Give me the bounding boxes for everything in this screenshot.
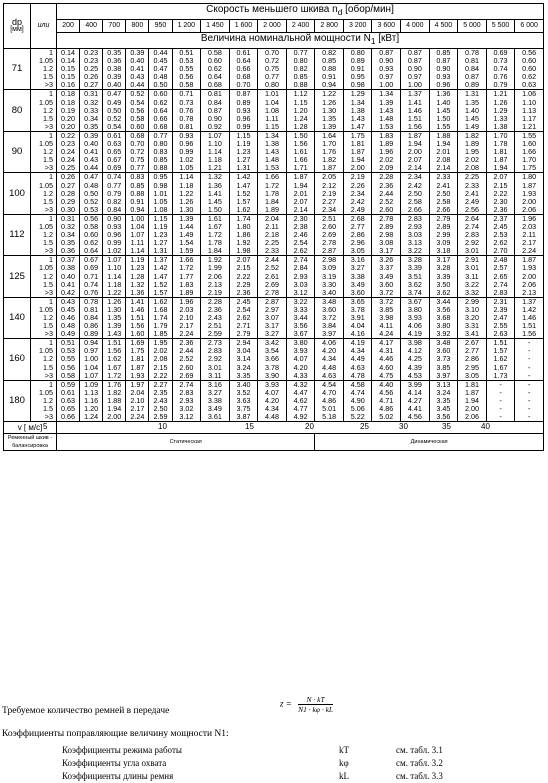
power-value-cell: 2.78 2.89 2.98 3.08 3.17 (372, 214, 401, 255)
group-row (4, 256, 544, 297)
power-value-cell: 3.22 3.33 3.44 3.56 3.67 (286, 297, 315, 338)
speed-unit: [обор/мин] (342, 4, 394, 16)
speed-header-cell: 1 200 (172, 20, 201, 33)
power-value-cell: 1.76 1.82 1.88 1.94 2.00 (103, 380, 126, 421)
power-value-cell: 0.82 0.85 0.88 0.91 0.94 (315, 49, 344, 90)
speed-row (4, 20, 544, 33)
power-value-cell: 2.19 2.26 2.34 2.42 2.49 (343, 173, 372, 214)
speed-header-cell: 2 800 (315, 20, 344, 33)
ratio-cell: 1 1.05 1.2 1.5 >3 (31, 131, 57, 172)
power-value-cell: 3.17 3.28 3.39 3.50 3.62 (429, 256, 458, 297)
speed-header-cell: 4 000 (401, 20, 430, 33)
power-value-cell: 1.34 1.39 1.43 1.48 1.53 (372, 90, 401, 131)
power-value-cell: 1.42 1.47 1.52 1.57 1.62 (229, 173, 258, 214)
speed-header-cell: 1 600 (229, 20, 258, 33)
dp-label: dp (11, 16, 22, 27)
power-value-cell: 4.58 4.74 4.90 5.06 5.22 (343, 380, 372, 421)
velocity-tick: 30 (399, 422, 408, 432)
power-value-cell: 0.37 0.38 0.40 0.41 0.42 (57, 256, 80, 297)
power-value-cell: 3.80 3.93 4.07 4.20 4.33 (286, 339, 315, 380)
pulley-diameter-cell: 90 (4, 131, 31, 172)
speed-header-cell: 700 (103, 20, 126, 33)
power-value-cell: 1.29 1.34 1.38 1.43 1.47 (343, 90, 372, 131)
power-value-cell: 3.99 4.14 4.27 4.41 4.56 (401, 380, 430, 421)
power-value-cell: 0.47 0.48 0.50 0.52 0.53 (80, 173, 103, 214)
power-value-cell: 2.37 2.45 2.53 2.62 2.70 (486, 214, 515, 255)
balancing-label: Ременный шкив - балансировка (4, 434, 57, 451)
power-value-cell: 1.26 1.30 1.35 1.39 1.43 (103, 297, 126, 338)
power-value-cell: 3.26 3.37 3.49 3.60 3.72 (372, 256, 401, 297)
power-value-cell: 0.87 0.87 0.90 0.97 1.00 (401, 49, 430, 90)
power-value-cell: 0.93 0.96 0.99 1.02 1.05 (172, 131, 201, 172)
power-value-cell: 0.22 0.23 0.24 0.24 0.25 (57, 131, 80, 172)
power-value-cell: 0.31 0.32 0.33 0.34 0.35 (80, 90, 103, 131)
power-value-cell: 3.65 3.78 3.91 4.04 4.16 (343, 297, 372, 338)
formula-denominator: N1 · kφ · kL (298, 705, 334, 714)
coef-symbol: kT (339, 745, 349, 755)
coef-row (62, 758, 542, 770)
velocity-tick: 5 (43, 422, 48, 432)
group-row (4, 49, 544, 90)
power-value-cell: 1.74 1.80 1.86 1.92 1.98 (229, 214, 258, 255)
power-value-cell: 1.64 1.70 1.76 1.82 1.87 (315, 131, 344, 172)
power-value-cell: 2.36 2.44 2.52 2.60 2.69 (172, 339, 201, 380)
power-value-cell: 4.32 4.47 4.62 4.77 4.92 (286, 380, 315, 421)
power-value-cell: 3.42 3.54 3.66 3.78 3.90 (258, 339, 287, 380)
power-value-cell: 0.51 0.53 0.55 0.56 0.58 (57, 339, 80, 380)
pulley-diameter-cell: 71 (4, 49, 31, 90)
power-value-cell: 0.78 0.81 0.84 0.86 0.89 (80, 297, 103, 338)
power-value-cell: 1.07 1.10 1.14 1.18 1.22 (103, 256, 126, 297)
power-value-cell: 1.39 1.44 1.49 1.54 1.59 (172, 214, 201, 255)
power-value-cell: 2.99 3.10 3.20 3.31 3.41 (458, 297, 487, 338)
required-belts-text: Требуемое количество ремней в передаче (2, 706, 170, 716)
coef-row (62, 771, 542, 783)
power-value-cell: 1.41 1.46 1.51 1.56 1.60 (126, 297, 149, 338)
power-value-cell: 0.90 0.93 0.96 0.99 1.02 (103, 214, 126, 255)
power-value-cell: 2.28 2.36 2.43 2.51 2.59 (201, 297, 230, 338)
power-value-cell: 1.55 1.60 1.66 1.70 1.75 (515, 131, 544, 172)
speed-header-cell: 5 500 (486, 20, 515, 33)
power-value-cell: 1.01 1.04 1.08 1.11 1.15 (258, 90, 287, 131)
power-value-cell: 1.97 2.04 2.10 2.17 2.24 (126, 380, 149, 421)
power-value-cell: 1.14 1.18 1.22 1.26 1.30 (172, 173, 201, 214)
speed-header-cell: 5 000 (458, 20, 487, 33)
speed-header-cell: 200 (57, 20, 80, 33)
power-value-cell: 0.35 0.36 0.38 0.39 0.40 (103, 49, 126, 90)
power-value-cell: 0.87 0.90 0.93 0.97 1.00 (372, 49, 401, 90)
power-value-cell: - - - - - (486, 380, 515, 421)
ratio-cell: 1 1.05 1.2 1.5 >3 (31, 214, 57, 255)
pulley-diameter-cell: 160 (4, 339, 31, 380)
bottom-section (0, 684, 548, 783)
group-row (4, 131, 544, 172)
coef-symbol: kφ (339, 758, 349, 768)
power-value-cell: 2.28 2.36 2.44 2.52 2.60 (372, 173, 401, 214)
speed-header-cell: 3 600 (372, 20, 401, 33)
dp-unit: [мм] (10, 26, 24, 33)
ratio-cell: 1 1.05 1.2 1.5 >3 (31, 339, 57, 380)
power-value-cell: 2.83 2.93 3.03 3.13 3.22 (401, 214, 430, 255)
ratio-cell: 1 1.05 1.2 1.5 >3 (31, 380, 57, 421)
power-value-cell: 1.83 1.89 1.96 2.02 2.09 (372, 131, 401, 172)
power-value-cell: - - - - - (515, 380, 544, 421)
power-value-cell: 1.50 1.56 1.61 1.66 1.71 (286, 131, 315, 172)
power-value-cell: 0.60 0.62 0.64 0.66 0.68 (149, 90, 172, 131)
power-value-cell: 1.87 1.94 2.01 2.07 2.14 (286, 173, 315, 214)
power-value-cell: 0.85 0.87 0.90 0.93 0.96 (429, 49, 458, 90)
group-row (4, 297, 544, 338)
coef-ref: см. табл. 3.2 (396, 758, 443, 768)
power-value-cell: 0.56 0.60 0.60 0.62 0.63 (515, 49, 544, 90)
power-value-cell: 1.51 1.57 1.62 1.67 1.73 (486, 339, 515, 380)
power-value-cell: 2.34 2.42 2.50 2.58 2.66 (401, 173, 430, 214)
coef-ref: см. табл. 3.3 (396, 771, 443, 781)
ratio-cell: 1 1.05 1.2 1.5 >3 (31, 49, 57, 90)
power-value-cell: 3.13 3.24 3.35 3.45 3.56 (429, 380, 458, 421)
pulley-diameter-cell: 80 (4, 90, 31, 131)
power-value-cell: 1.15 1.19 1.23 1.27 1.31 (149, 214, 172, 255)
power-value-cell: 4.19 4.34 4.49 4.63 4.78 (343, 339, 372, 380)
power-value-cell: 1.87 1.93 2.00 2.06 2.13 (515, 256, 544, 297)
power-value-cell: 1.66 1.72 1.77 1.83 1.89 (172, 256, 201, 297)
pulley-diameter-cell: 180 (4, 380, 31, 421)
power-value-cell: 0.71 0.73 0.76 0.78 0.81 (172, 90, 201, 131)
power-value-cell: 2.79 2.89 2.99 3.09 3.18 (429, 214, 458, 255)
power-value-cell: 4.06 4.20 4.34 4.48 4.63 (315, 339, 344, 380)
power-value-cell: 0.61 0.64 0.66 0.68 0.70 (229, 49, 258, 90)
power-value-cell: 2.48 2.57 2.65 2.74 2.83 (486, 256, 515, 297)
power-value-cell: 0.78 0.81 0.84 0.87 0.89 (458, 49, 487, 90)
power-value-cell: 1.21 1.26 1.29 1.33 1.38 (486, 90, 515, 131)
power-value-cell: 0.39 0.40 0.41 0.43 0.44 (126, 49, 149, 90)
power-value-cell: 0.70 0.72 0.75 0.77 0.80 (258, 49, 287, 90)
speed-header-cell: 2 000 (258, 20, 287, 33)
power-value-cell: 2.45 2.54 2.62 2.71 2.79 (229, 297, 258, 338)
velocity-tick: 25 (360, 422, 369, 432)
coef-symbol: kL (339, 771, 349, 781)
pulley-diameter-cell: 100 (4, 173, 31, 214)
power-unit: [кВт] (375, 33, 400, 45)
speed-title-text: Скорость меньшего шкива n (206, 4, 338, 16)
power-value-cell: 0.68 0.70 0.72 0.75 0.77 (126, 131, 149, 172)
power-title-text: Величина номинальной мощности N (200, 33, 371, 45)
power-value-cell: 0.67 0.69 0.71 0.74 0.76 (80, 256, 103, 297)
velocity-tick: 20 (305, 422, 314, 432)
group-row (4, 90, 544, 131)
power-value-cell: 0.58 0.60 0.62 0.64 0.68 (201, 49, 230, 90)
power-value-cell: 2.44 2.52 2.61 2.69 2.78 (258, 256, 287, 297)
ratio-cell: 1 1.05 1.2 1.5 >3 (31, 173, 57, 214)
group-row (4, 173, 544, 214)
power-value-cell: 3.72 3.85 3.98 4.11 4.24 (372, 297, 401, 338)
ratio-cell: 1 1.05 1.2 1.5 >3 (31, 297, 57, 338)
power-value-cell: 0.52 0.54 0.56 0.58 0.60 (126, 90, 149, 131)
power-value-cell: 0.77 0.80 0.83 0.85 0.88 (149, 131, 172, 172)
power-value-cell: 2.05 2.12 2.19 2.27 2.34 (315, 173, 344, 214)
power-value-cell: 2.07 2.15 2.22 2.30 2.36 (486, 173, 515, 214)
power-value-cell: 2.31 2.39 2.47 2.55 2.63 (486, 297, 515, 338)
pulley-diameter-cell: 140 (4, 297, 31, 338)
coef-ref: см. табл. 3.1 (396, 745, 443, 755)
power-value-cell: 1.75 1.81 1.87 1.94 2.00 (343, 131, 372, 172)
speed-header-cell: 6 000 (515, 20, 544, 33)
power-value-cell: - - - - - (515, 339, 544, 380)
power-value-cell: 1.80 1.87 1.93 2.00 2.06 (515, 173, 544, 214)
power-value-cell: 1.51 1.56 1.62 1.67 1.72 (103, 339, 126, 380)
power-value-cell: 0.74 0.77 0.79 0.82 0.84 (103, 173, 126, 214)
power-value-cell: 4.54 4.70 4.86 5.01 5.18 (315, 380, 344, 421)
power-value-cell: 0.51 0.53 0.55 0.56 0.58 (172, 49, 201, 90)
power-value-cell: 3.48 3.60 3.72 3.84 3.97 (315, 297, 344, 338)
power-value-cell: 3.16 3.27 3.38 3.49 3.60 (343, 256, 372, 297)
power-value-cell: 0.61 0.63 0.65 0.67 0.69 (103, 131, 126, 172)
coef-name: Коэффициенты длины ремня (62, 771, 174, 781)
power-value-cell: 2.94 3.04 3.14 3.24 3.35 (229, 339, 258, 380)
power-value-cell: 1.00 1.04 1.07 1.11 1.14 (126, 214, 149, 255)
speed-subscript: d (337, 7, 343, 18)
power-value-cell: 0.83 0.85 0.88 0.91 0.94 (126, 173, 149, 214)
power-value-cell: 2.98 3.09 3.19 3.30 3.40 (315, 256, 344, 297)
power-value-cell: 3.44 3.56 3.68 3.80 3.92 (429, 297, 458, 338)
power-value-cell: 1.32 1.36 1.41 1.45 1.50 (201, 173, 230, 214)
power-value-cell: 1.22 1.26 1.30 1.35 1.39 (315, 90, 344, 131)
power-value-cell: 1.96 2.03 2.10 2.17 2.24 (172, 297, 201, 338)
power-value-cell: 1.87 1.94 2.00 2.07 2.14 (401, 131, 430, 172)
power-value-cell: 1.06 1.10 1.13 1.17 1.21 (515, 90, 544, 131)
speed-header-cell: 3 200 (343, 20, 372, 33)
power-value-cell: 1.88 1.94 2.01 2.08 2.14 (429, 131, 458, 172)
power-value-cell: 0.47 0.49 0.50 0.52 0.54 (103, 90, 126, 131)
power-value-cell: 1.07 1.10 1.14 1.18 1.21 (201, 131, 230, 172)
power-value-cell: 3.28 3.39 3.51 3.62 3.74 (401, 256, 430, 297)
ili-header: или (31, 4, 57, 49)
power-title (57, 33, 544, 49)
power-value-cell: 2.64 2.74 2.83 2.92 3.01 (458, 214, 487, 255)
power-value-cell: 1.37 1.41 1.46 1.51 1.56 (401, 90, 430, 131)
power-value-cell: 2.51 2.60 2.69 2.78 2.87 (315, 214, 344, 255)
power-value-cell: 3.98 4.12 4.25 4.39 4.53 (401, 339, 430, 380)
power-rating-table (3, 3, 544, 451)
dp-header (4, 4, 31, 49)
power-value-cell: 2.04 2.11 2.18 2.25 2.33 (258, 214, 287, 255)
power-value-cell: 0.26 0.27 0.28 0.29 0.30 (57, 173, 80, 214)
power-value-cell: 1.61 1.67 1.72 1.78 1.84 (201, 214, 230, 255)
power-value-cell: 3.67 3.80 3.93 4.06 4.19 (401, 297, 430, 338)
formula-lhs: z (280, 698, 284, 709)
power-value-cell: 3.40 3.52 3.63 3.75 3.87 (229, 380, 258, 421)
speed-header-cell: 400 (80, 20, 103, 33)
group-row (4, 339, 544, 380)
power-value-cell: 4.40 4.56 4.71 4.86 5.02 (372, 380, 401, 421)
formula-numerator: N · kT (298, 695, 333, 705)
power-value-cell: 2.30 2.38 2.46 2.54 2.62 (286, 214, 315, 255)
power-value-cell: 1.09 1.13 1.16 1.20 1.24 (80, 380, 103, 421)
speed-title (57, 4, 544, 20)
power-value-cell: 1.92 1.99 2.06 2.13 2.19 (201, 256, 230, 297)
power-value-cell: 3.48 3.60 3.73 3.85 3.97 (429, 339, 458, 380)
power-value-cell: 1.96 2.03 2.11 2.17 2.24 (515, 214, 544, 255)
velocity-tick: 40 (481, 422, 490, 432)
power-value-cell: 1.12 1.15 1.20 1.24 1.28 (286, 90, 315, 131)
power-value-cell: 0.94 0.97 1.00 1.04 1.07 (80, 339, 103, 380)
velocity-scale (43, 422, 544, 434)
velocity-label: v [ м/с] (4, 422, 57, 434)
power-value-cell: 0.95 0.98 1.01 1.05 1.08 (149, 173, 172, 214)
dynamic-balancing: Динамическая (315, 434, 544, 451)
power-value-cell: 3.93 4.07 4.20 4.34 4.48 (258, 380, 287, 421)
power-value-cell: 0.23 0.23 0.25 0.26 0.27 (80, 49, 103, 90)
pulley-diameter-cell: 125 (4, 256, 31, 297)
power-value-cell: 2.33 2.41 2.50 2.58 2.66 (429, 173, 458, 214)
velocity-tick: 10 (158, 422, 167, 432)
power-value-cell: 1.31 1.35 1.40 1.45 1.49 (458, 90, 487, 131)
power-value-cell: 2.27 2.35 2.43 2.50 2.59 (149, 380, 172, 421)
power-value-cell: 2.74 2.83 2.93 3.02 3.12 (172, 380, 201, 421)
power-value-cell: 1.82 1.89 1.95 2.02 2.08 (458, 131, 487, 172)
belts-formula (280, 695, 333, 714)
power-value-cell: 1.66 1.72 1.78 1.84 1.89 (258, 173, 287, 214)
power-value-cell: 1.37 1.42 1.46 1.51 1.56 (515, 297, 544, 338)
power-value-cell: 1.70 1.78 1.81 1.87 1.94 (486, 131, 515, 172)
power-subscript: 1 (370, 36, 376, 47)
coefficients-title: Коэффициенты поправляющие величину мощности N1: (2, 729, 229, 739)
velocity-tick: 35 (442, 422, 451, 432)
power-value-cell: 2.73 2.83 2.92 3.01 3.11 (201, 339, 230, 380)
power-value-cell: 0.77 0.80 0.82 0.85 0.88 (286, 49, 315, 90)
coef-name: Коэффициенты режима работы (62, 745, 182, 755)
power-value-cell: 1.81 1.87 1.94 2.00 2.06 (458, 380, 487, 421)
balancing-row (4, 434, 544, 451)
power-value-cell: 4.17 4.31 4.46 4.60 4.75 (372, 339, 401, 380)
velocity-row (4, 422, 544, 434)
group-row (4, 214, 544, 255)
power-value-cell: 1.95 2.02 2.08 2.15 2.22 (149, 339, 172, 380)
power-value-cell: 0.44 0.45 0.47 0.48 0.50 (149, 49, 172, 90)
power-value-cell: 1.36 1.40 1.45 1.50 1.55 (429, 90, 458, 131)
power-value-cell: 0.43 0.45 0.46 0.48 0.49 (57, 297, 80, 338)
ratio-cell: 1 1.05 1.2 1.5 >3 (31, 256, 57, 297)
group-row (4, 380, 544, 421)
power-value-cell: 3.16 3.27 3.38 3.49 3.61 (201, 380, 230, 421)
power-value-cell: 1.37 1.42 1.47 1.52 1.57 (149, 256, 172, 297)
speed-header-cell: 800 (126, 20, 149, 33)
coef-name: Коэффициенты угла охвата (62, 758, 167, 768)
power-value-cell: 1.34 1.38 1.43 1.48 1.53 (258, 131, 287, 172)
speed-header-cell: 950 (149, 20, 172, 33)
speed-header-cell: 2 400 (286, 20, 315, 33)
power-value-cell: 2.25 2.33 2.41 2.49 2.56 (458, 173, 487, 214)
power-value-cell: 0.14 0.14 0.15 0.15 0.16 (57, 49, 80, 90)
power-value-cell: 0.59 0.61 0.63 0.65 0.66 (57, 380, 80, 421)
power-value-cell: 2.91 3.01 3.11 3.22 3.32 (458, 256, 487, 297)
power-value-cell: 0.87 0.89 0.93 0.96 0.99 (229, 90, 258, 131)
power-value-cell: 2.67 2.77 2.86 2.95 3.05 (458, 339, 487, 380)
power-value-cell: 0.56 0.58 0.60 0.62 0.64 (80, 214, 103, 255)
speed-header-cell: 1 450 (201, 20, 230, 33)
power-value-cell: 2.68 2.77 2.86 2.96 3.05 (343, 214, 372, 255)
formula-eq: = (285, 698, 292, 709)
power-value-cell: 2.07 2.15 2.22 2.29 2.36 (229, 256, 258, 297)
pulley-diameter-cell: 112 (4, 214, 31, 255)
speed-header-cell: 4 500 (429, 20, 458, 33)
power-value-cell: 0.69 0.73 0.74 0.76 0.79 (486, 49, 515, 90)
static-balancing: Статическая (57, 434, 315, 451)
coef-row (62, 745, 542, 757)
power-value-cell: 0.31 0.32 0.34 0.35 0.36 (57, 214, 80, 255)
power-value-cell: 2.74 2.84 2.93 3.03 3.12 (286, 256, 315, 297)
velocity-tick: 15 (245, 422, 254, 432)
power-value-cell: 1.15 1.19 1.23 1.27 1.31 (229, 131, 258, 172)
power-value-cell: 0.81 0.84 0.87 0.90 0.92 (201, 90, 230, 131)
power-value-cell: 2.87 2.97 3.07 3.17 3.27 (258, 297, 287, 338)
power-value-cell: 1.62 1.68 1.74 1.79 1.85 (149, 297, 172, 338)
power-value-cell: 0.39 0.40 0.41 0.43 0.44 (80, 131, 103, 172)
formula-fraction (298, 695, 333, 714)
power-value-cell: 1.19 1.23 1.28 1.32 1.36 (126, 256, 149, 297)
power-value-cell: 1.69 1.75 1.81 1.87 1.93 (126, 339, 149, 380)
ratio-cell: 1 1.05 1.2 1.5 >3 (31, 90, 57, 131)
power-value-cell: 0.18 0.18 0.19 0.20 0.20 (57, 90, 80, 131)
power-value-cell: 0.80 0.89 0.91 0.95 0.98 (343, 49, 372, 90)
